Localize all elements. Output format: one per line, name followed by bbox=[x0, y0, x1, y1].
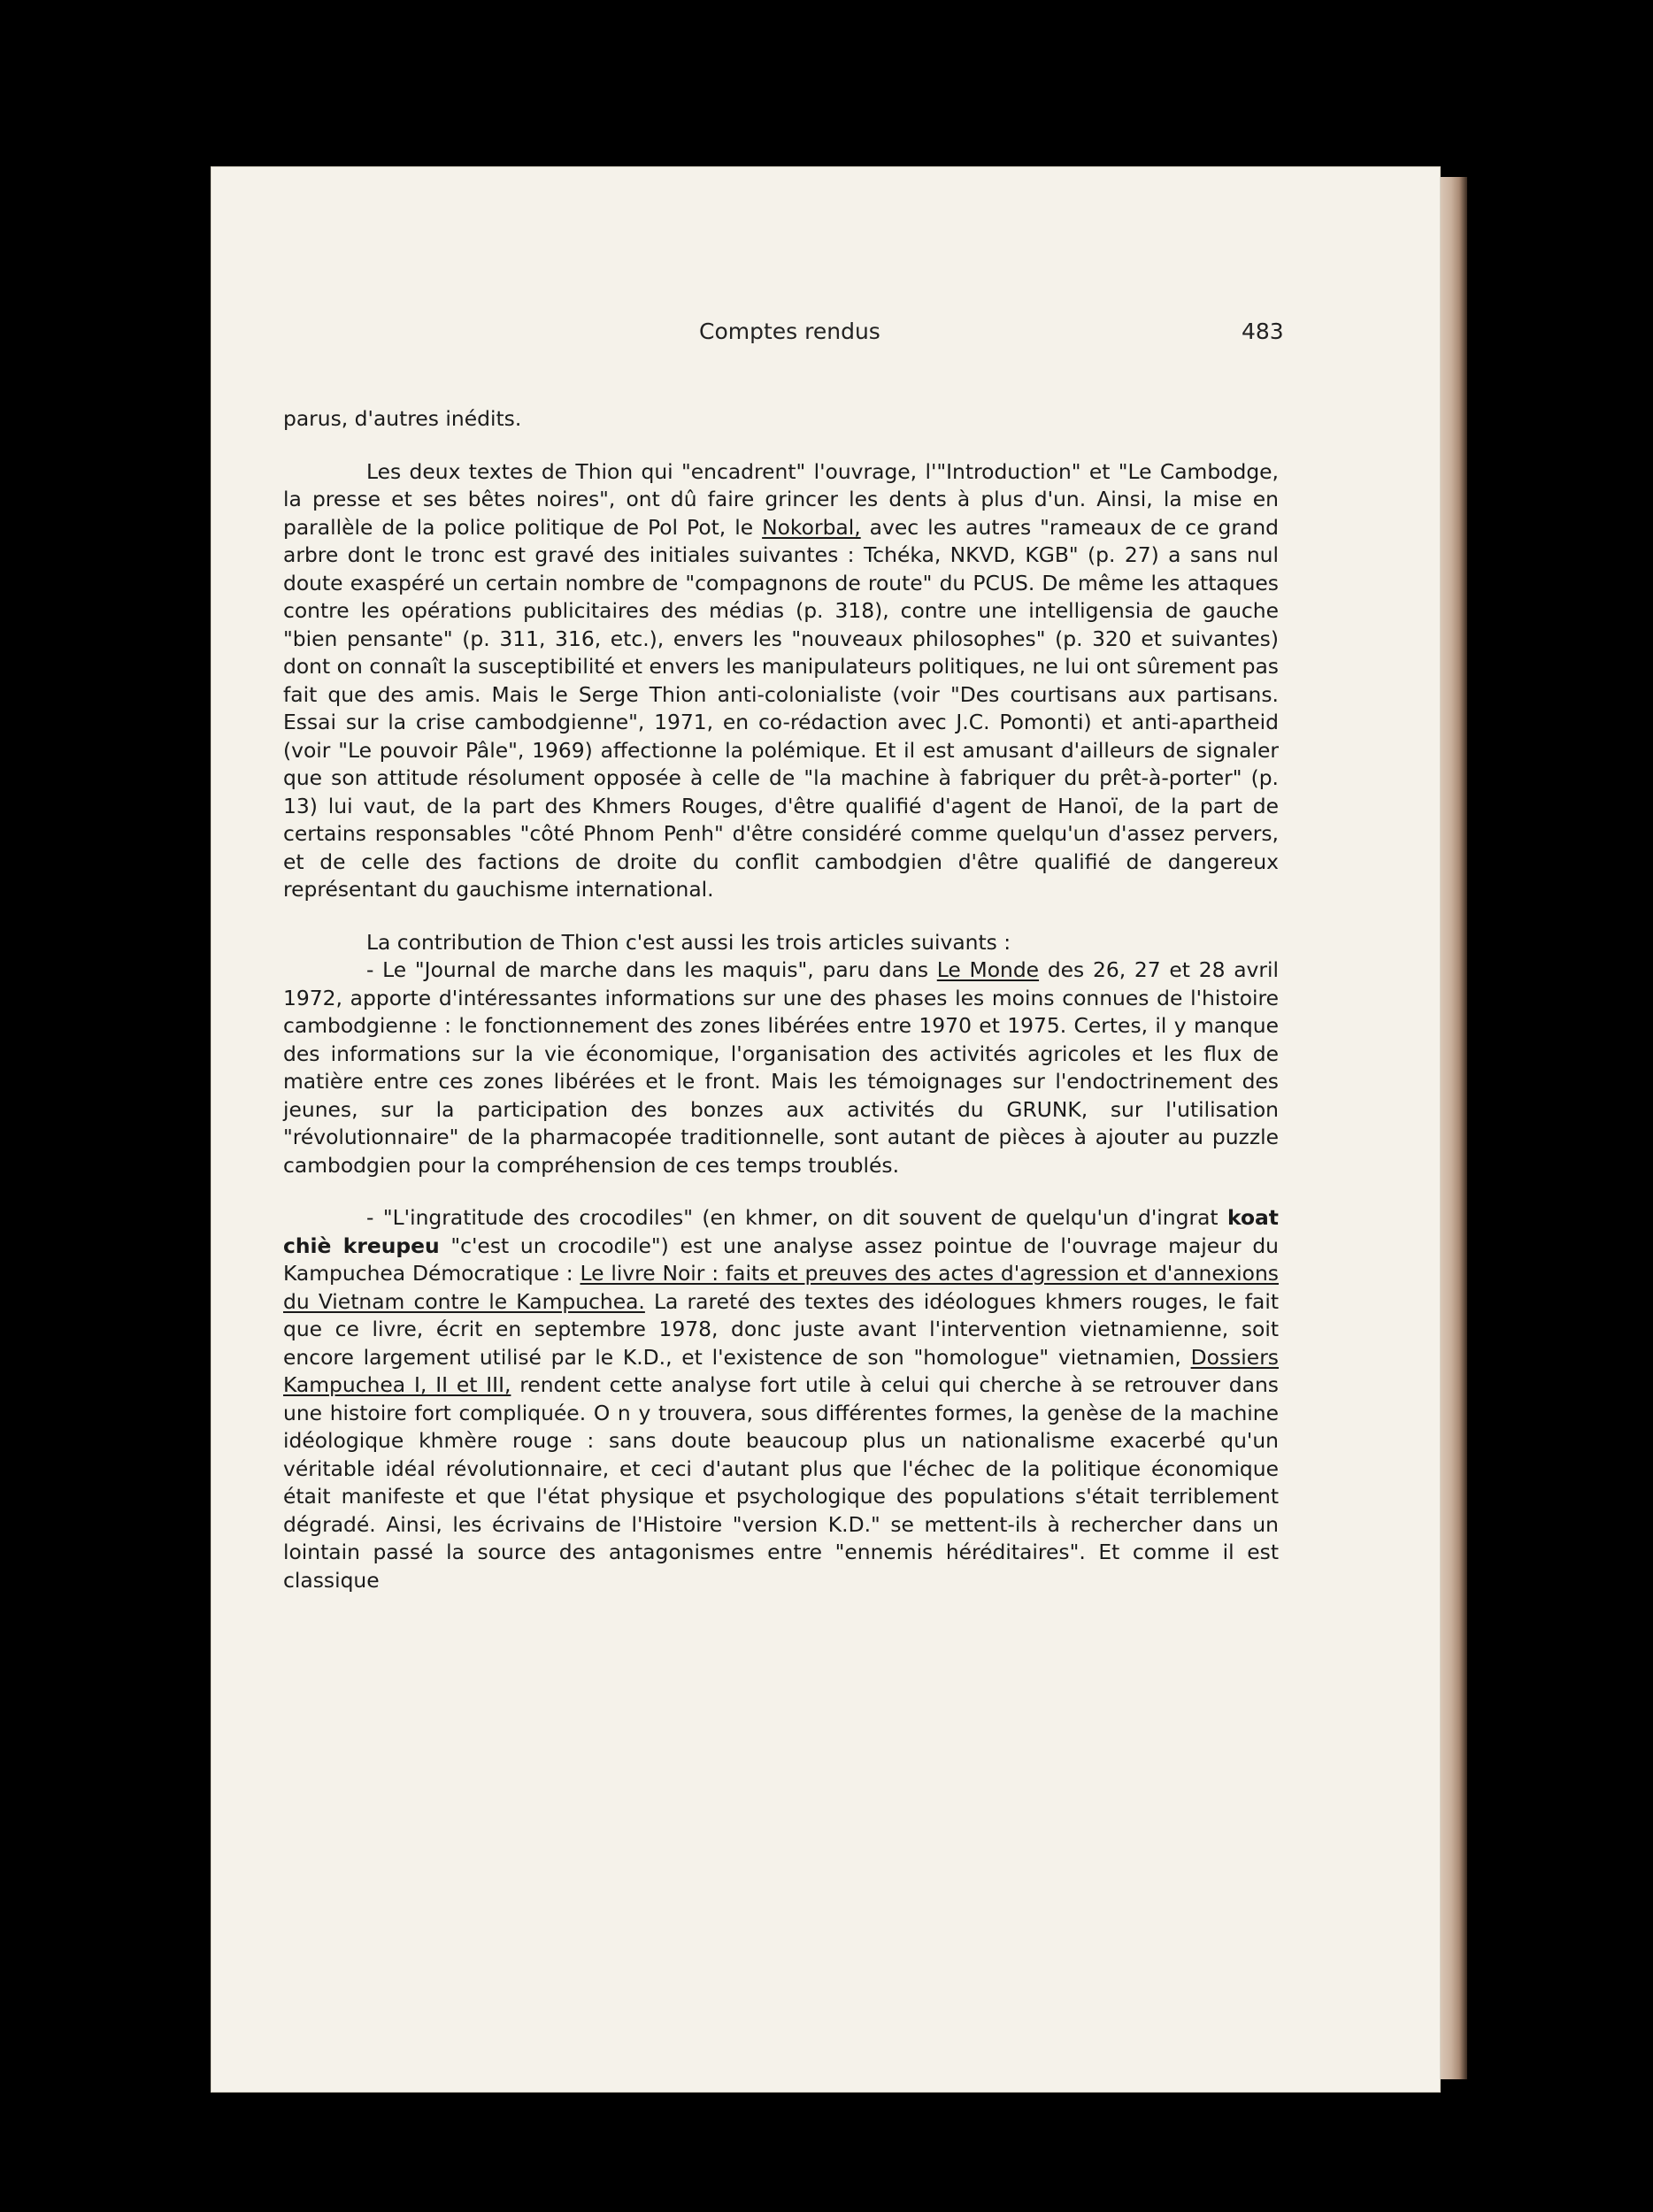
page-number: 483 bbox=[1242, 319, 1284, 344]
page-edge bbox=[1441, 177, 1467, 2079]
paragraph-2-text-b: avec les autres "rameaux de ce grand arbre dont le tronc est gravé des initiales suivantes : Tchéka, NKVD, KGB" (p. 27) a sans nul doute exaspéré un certain nombre de "compagnons de route" du PCUS. De même les attaques contre les opérations publicitaires des médias (p. 318), contre une intelligensia de gauche "bien pensante" (p. 311, 316, etc.), envers les "nouveaux philosophes" (p. 320 et suivantes) dont on connaît la susceptibilité et envers les manipulateurs politiques, ne lui ont sûrement pas fait que des amis. Mais le Serge Thion anti-colonialiste (voir "Des courtisans aux partisans. Essai sur la crise cambodgienne", 1971, en co-rédaction avec J.C. Pomonti) et anti-apartheid (voir "Le pouvoir Pâle", 1969) affectionne la polémique. Et il est amusant d'ailleurs de signaler que son attitude résolument opposée à celle de "la machine à fabriquer du prêt-à-porter" (p. 13) lui vaut, de la part des Khmers Rouges, d'être qualifié d'agent de Hanoï, de la part de certains responsables "côté Phnom Penh" d'être considéré comme quelqu'un d'assez pervers, et de celle des factions de droite du conflit cambodgien d'être qualifié de dangereux représentant du gauchisme international. bbox=[283, 514, 1280, 902]
paragraph-5-text-b: "c'est un crocodile") est une analyse assez pointue de l'ouvrage majeur du Kampuchea Démocratique : bbox=[283, 1233, 1279, 1286]
header-title: Comptes rendus bbox=[699, 319, 880, 344]
paragraph-4-text-b: des 26, 27 et 28 avril 1972, apporte d'intéressantes informations sur une des phases les moins connues de l'histoire cambodgienne : le fonctionnement des zones libérées entre 1970 et 1975. Certes, il y manque des informations sur la vie économique, l'organisation des activités agricoles et les flux de matière entre ces zones libérées et le front. Mais les témoignages sur l'endoctrinement des jeunes, sur la participation des bonzes aux activités du GRUNK, sur l'utilisation "révolutionnaire" de la pharmacopée traditionnelle, sont autant de pièces à ajouter au puzzle cambodgien pour la compréhension de ces temps troublés. bbox=[283, 957, 1279, 1178]
paragraph-4 bbox=[283, 956, 1279, 1179]
livre-noir-title: Le livre Noir : faits et preuves des actes d'agression et d'annexions du Vietnam contre le Kampuchea. bbox=[283, 1261, 1279, 1314]
paragraph-5-text-a: - "L'ingratitude des crocodiles" (en khmer, on dit souvent de quelqu'un d'ingrat bbox=[366, 1205, 1228, 1230]
khmer-phrase: koat chiè kreupeu bbox=[283, 1205, 1279, 1258]
dossiers-kampuchea-title: Dossiers Kampuchea I, II et III, bbox=[283, 1344, 1279, 1397]
paragraph-2-text-a: Les deux textes de Thion qui "encadrent" l'ouvrage, l'"Introduction" et "Le Cambodge, la presse et ses bêtes noires", ont dû faire grincer les dents à plus d'un. Ainsi, la mise en parallèle de la police politique de Pol Pot, le bbox=[283, 458, 1279, 540]
page-body bbox=[283, 405, 1279, 1594]
paragraph-1: parus, d'autres inédits. bbox=[283, 406, 522, 431]
paragraph-5-text-c: La rareté des textes des idéologues khmers rouges, le fait que ce livre, écrit en septembre 1978, donc juste avant l'intervention vietnamienne, soit encore largement utilisé par le K.D., et l'existence de son "homologue" vietnamien, bbox=[283, 1288, 1279, 1370]
paragraph-4-text-a: - Le "Journal de marche dans les maquis", paru dans bbox=[366, 957, 937, 982]
paragraph-3: La contribution de Thion c'est aussi les trois articles suivants : bbox=[366, 929, 1011, 955]
paragraph-5-text-d: rendent cette analyse fort utile à celui qui cherche à se retrouver dans une histoire fort compliquée. O n y trouvera, sous différentes formes, la genèse de la machine idéologique khmère rouge : sans doute beaucoup plus un nationalisme exacerbé qu'un véritable idéal révolutionnaire, et ceci d'autant plus que l'échec de la politique économique était manifeste et que l'état physique et psychologique des populations s'était terriblement dégradé. Ainsi, les écrivains de l'Histoire "version K.D." se mettent-ils à rechercher dans un lointain passé la source des antagonismes entre "ennemis héréditaires". Et comme il est classique bbox=[283, 1372, 1279, 1593]
book-page bbox=[211, 166, 1441, 2093]
nokorbal-term: Nokorbal, bbox=[762, 514, 861, 540]
paragraph-2 bbox=[283, 458, 1279, 904]
le-monde-title: Le Monde bbox=[936, 957, 1040, 982]
running-header bbox=[211, 319, 1441, 354]
paragraph-5 bbox=[283, 1204, 1279, 1594]
